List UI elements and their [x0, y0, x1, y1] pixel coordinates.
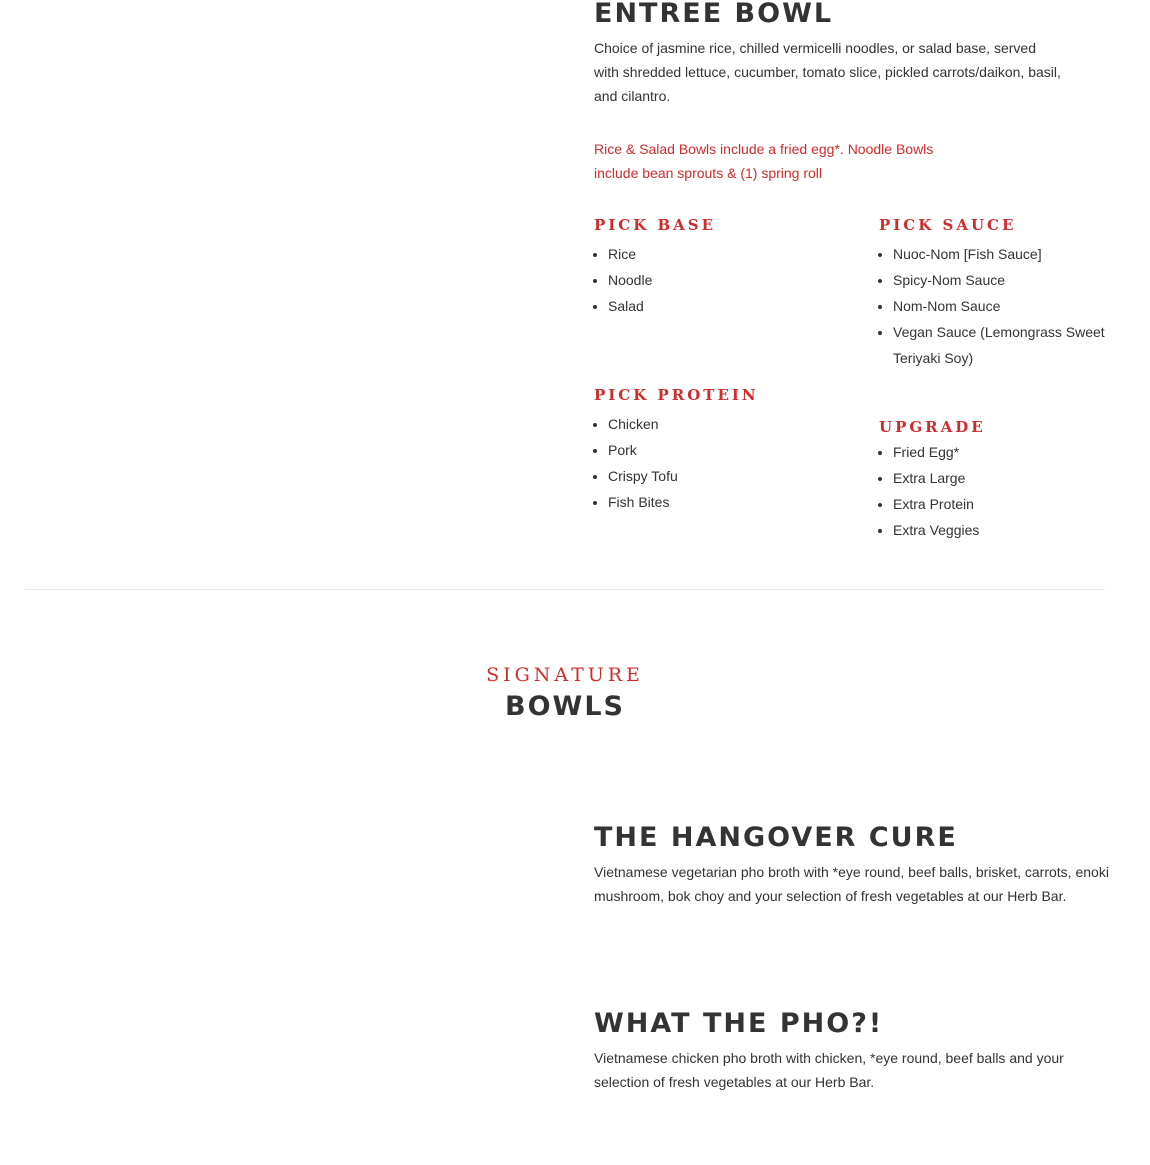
list-item: • Extra Veggies	[893, 517, 1119, 543]
pick-base-heading: PICK BASE	[594, 216, 717, 234]
list-item: • Salad	[608, 293, 848, 319]
upgrade-list	[879, 439, 1119, 543]
hangover-cure-title: THE HANGOVER CURE	[594, 822, 958, 853]
pick-sauce-heading: PICK SAUCE	[879, 216, 1017, 234]
list-item: • Fish Bites	[608, 489, 848, 515]
list-item: • Nuoc-Nom [Fish Sauce]	[893, 241, 1119, 267]
entree-description: Choice of jasmine rice, chilled vermicelli noodles, or salad base, served with shredded lettuce, cucumber, tomato slice, pickled carrots/daikon, basil, and cilantro.	[594, 40, 1061, 104]
list-item: • Nom-Nom Sauce	[893, 293, 1119, 319]
list-item: • Extra Large	[893, 465, 1119, 491]
entree-bowl-title: ENTREE BOWL	[594, 0, 834, 29]
list-item: • Noodle	[608, 267, 848, 293]
what-the-pho-description: Vietnamese chicken pho broth with chicken, *eye round, beef balls and your selection of fresh vegetables at our Herb Bar.	[594, 1050, 1064, 1090]
signature-label: SIGNATURE	[486, 664, 644, 686]
pick-base-list	[594, 241, 848, 319]
entree-note: Rice & Salad Bowls include a fried egg*. Noodle Bowls include bean sprouts & (1) spring roll	[594, 141, 934, 181]
what-the-pho-title: WHAT THE PHO?!	[594, 1008, 884, 1039]
list-item: • Crispy Tofu	[608, 463, 848, 489]
pick-protein-list	[594, 411, 848, 515]
pick-protein-heading: PICK PROTEIN	[594, 386, 759, 404]
bowls-section-title: BOWLS	[505, 691, 625, 722]
pick-sauce-list	[879, 241, 1119, 371]
list-item: • Chicken	[608, 411, 848, 437]
section-divider	[25, 589, 1105, 590]
list-item: • Rice	[608, 241, 848, 267]
list-item: • Extra Protein	[893, 491, 1119, 517]
upgrade-heading: UPGRADE	[879, 418, 986, 436]
list-item: • Vegan Sauce (Lemongrass Sweet Teriyaki Soy)	[893, 319, 1119, 371]
list-item: • Fried Egg*	[893, 439, 1119, 465]
hangover-cure-description: Vietnamese vegetarian pho broth with *eye round, beef balls, brisket, carrots, enoki mushroom, bok choy and your selection of fresh vegetables at our Herb Bar.	[594, 864, 1109, 904]
list-item: • Spicy-Nom Sauce	[893, 267, 1119, 293]
list-item: • Pork	[608, 437, 848, 463]
